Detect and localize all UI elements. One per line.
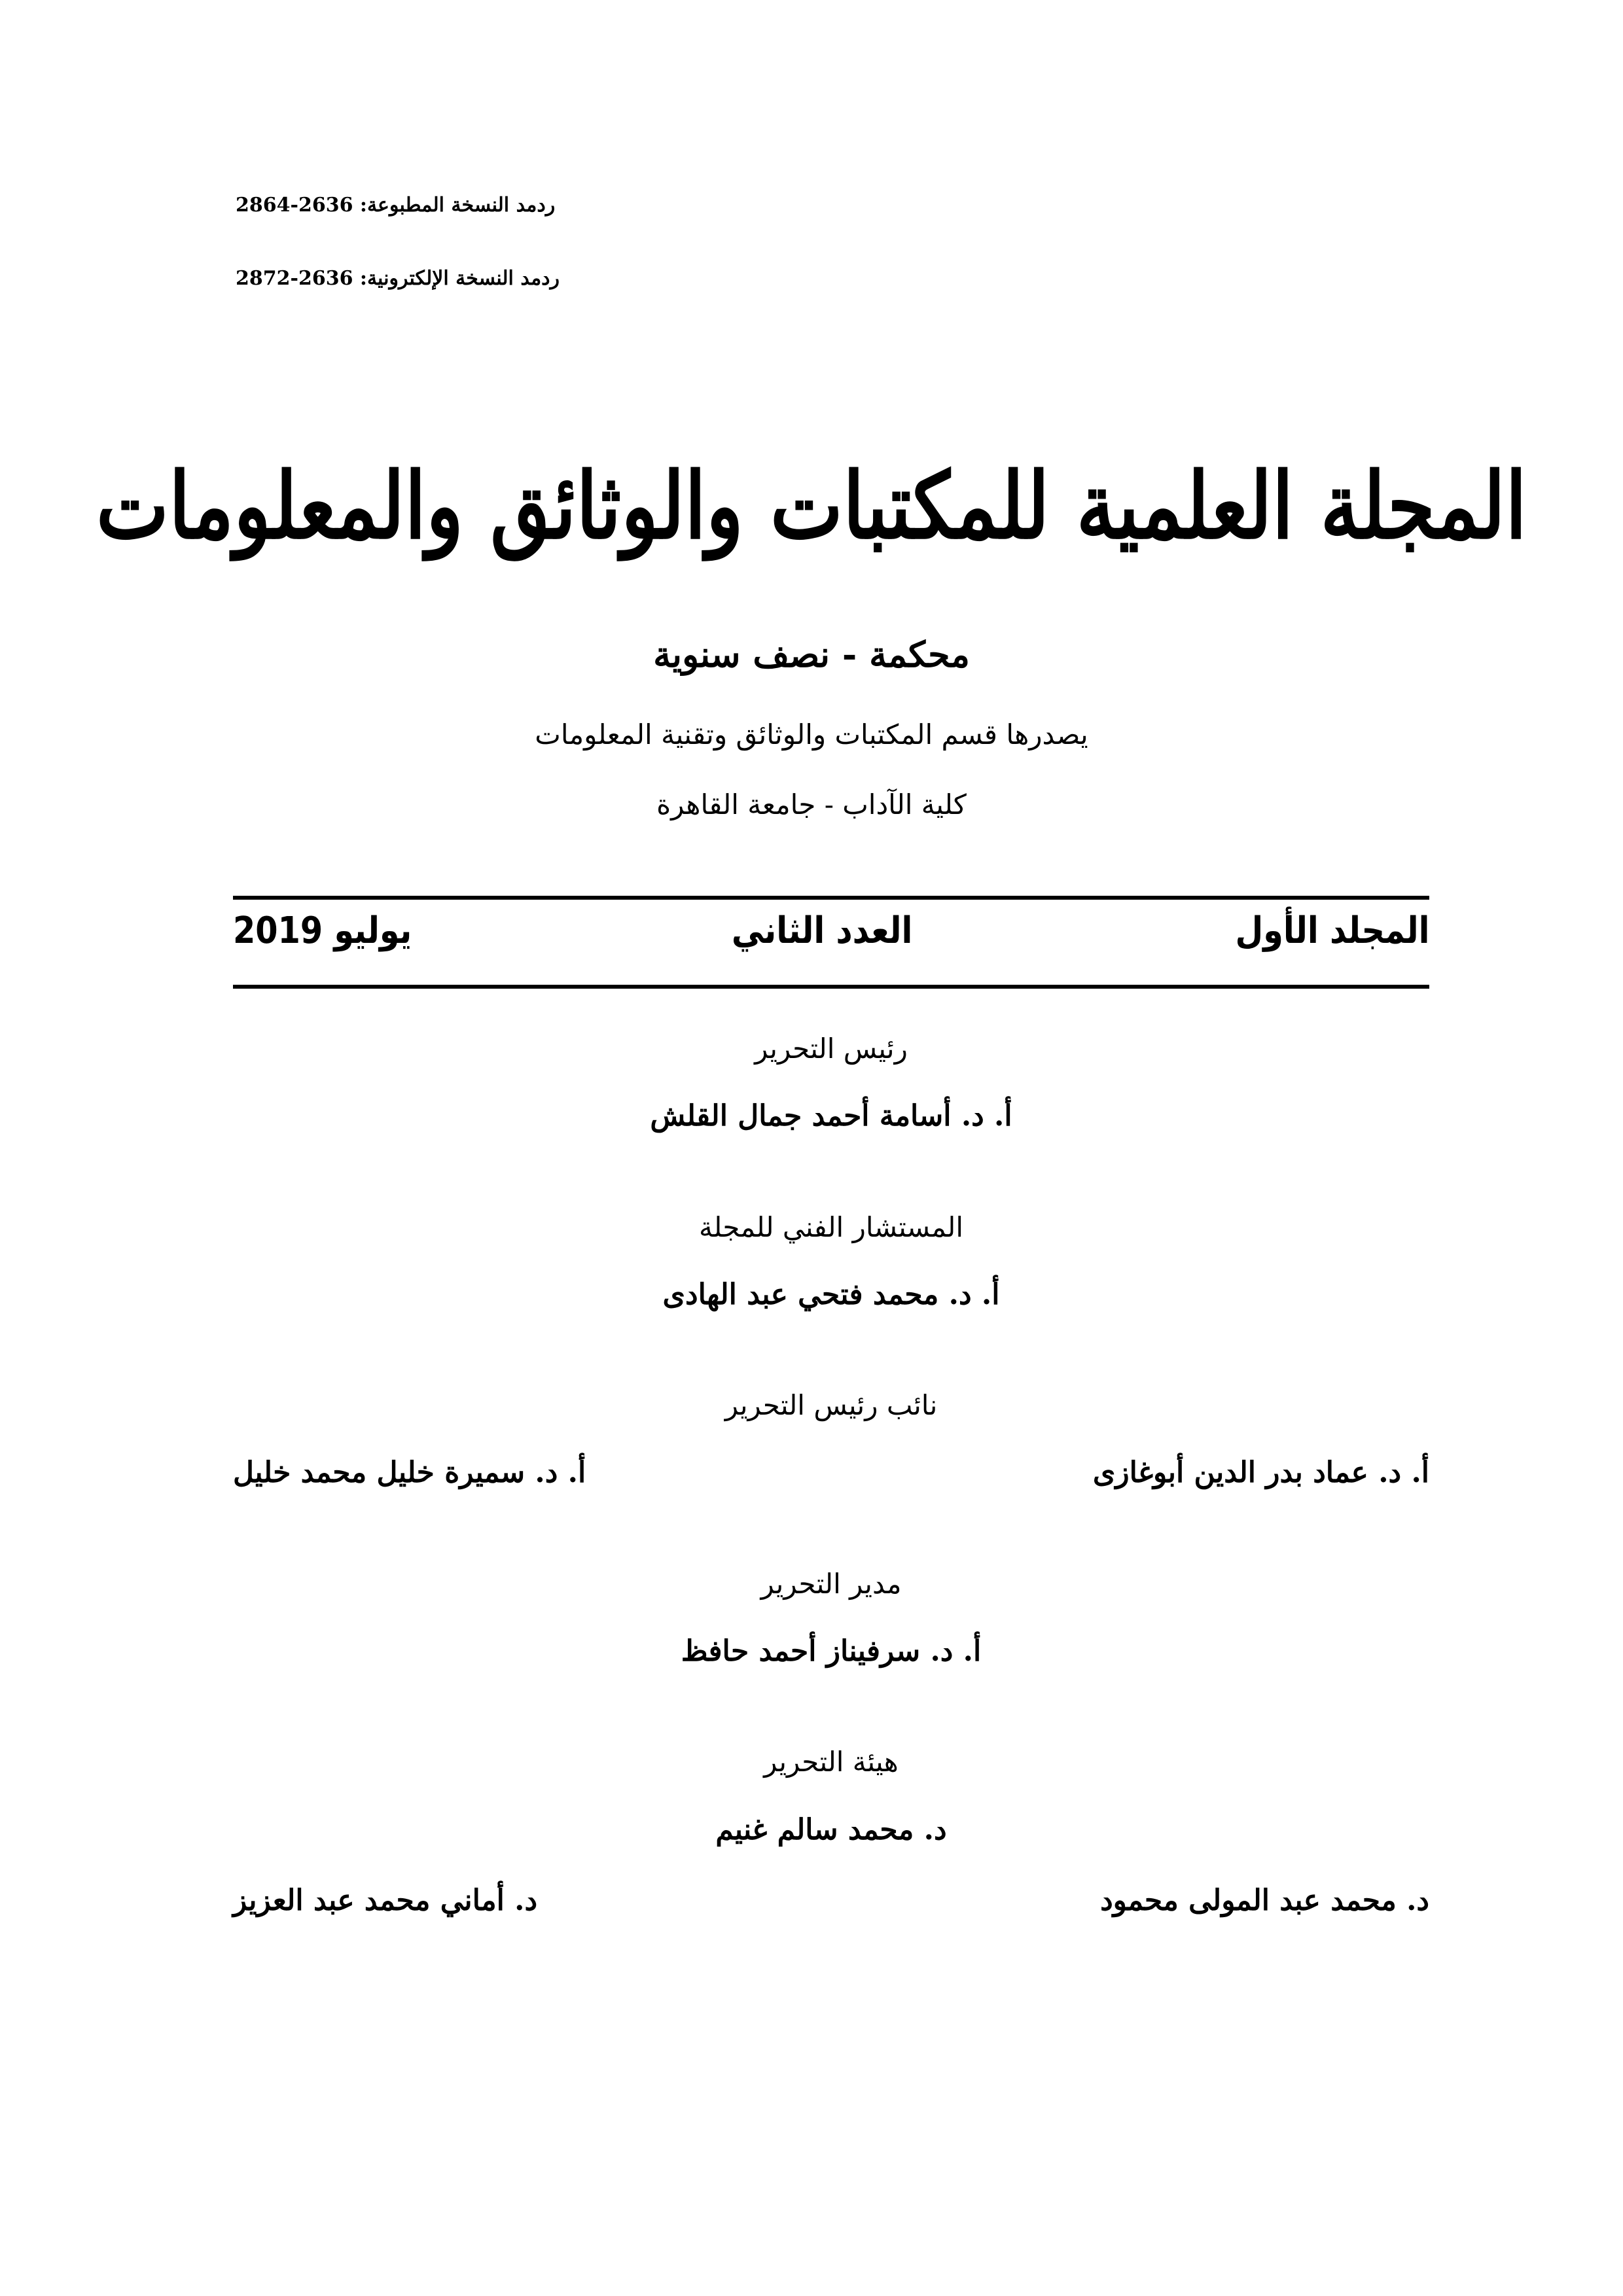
- issue-number-label: العدد الثاني: [732, 910, 913, 952]
- spacer: [233, 1599, 1429, 1636]
- technical-advisor-role: المستشار الفني للمجلة: [698, 1210, 964, 1243]
- managing-editor-name: أ. د. سرفيناز أحمد حافظ: [681, 1634, 982, 1668]
- editor-in-chief-name: أ. د. أسامة أحمد جمال القلش: [650, 1099, 1012, 1133]
- managing-editor-group: [233, 1569, 1429, 1668]
- spacer: [233, 1311, 1429, 1390]
- deputy-editor-name-left: أ. د. سميرة خليل محمد خليل: [233, 1456, 586, 1490]
- journal-faculty-university: كلية الآداب - جامعة القاهرة: [656, 788, 967, 821]
- spacer: [233, 1667, 1429, 1747]
- managing-editor-role: مدير التحرير: [760, 1567, 902, 1600]
- divider-rule-bottom: [233, 985, 1429, 989]
- spacer: [233, 1421, 1429, 1457]
- editor-in-chief-group: [233, 1034, 1429, 1133]
- spacer: [233, 1778, 1429, 1814]
- editorial-board: [233, 1034, 1429, 1916]
- issn-print-line: ردمد النسخة المطبوعة: 2636-2864: [236, 194, 556, 217]
- deputy-editor-group: [233, 1390, 1429, 1489]
- journal-title: المجلة العلمية للمكتبات والوثائق والمعلومات: [96, 451, 1527, 559]
- deputy-editor-role: نائب رئيس التحرير: [724, 1389, 938, 1422]
- board-members-names-row: [233, 1885, 1429, 1916]
- journal-issuer-department: يصدرها قسم المكتبات والوثائق وتقنية المعلومات: [535, 718, 1088, 751]
- spacer: [233, 1064, 1429, 1101]
- volume-label: المجلد الأول: [1235, 910, 1429, 952]
- deputy-editor-names-row: [233, 1457, 1429, 1489]
- editor-in-chief-role: رئيس التحرير: [755, 1033, 908, 1065]
- board-members-group: [233, 1747, 1429, 1916]
- technical-advisor-name: أ. د. محمد فتحي عبد الهادى: [662, 1277, 1000, 1311]
- issn-block: [236, 194, 1427, 291]
- spacer: [233, 1489, 1429, 1569]
- issue-date-label: يوليو 2019: [233, 910, 412, 952]
- spacer: [233, 1846, 1429, 1885]
- spacer: [233, 1243, 1429, 1279]
- board-member-name-right: د. محمد عبد المولى محمود: [1100, 1883, 1429, 1917]
- issue-band: [233, 910, 1429, 981]
- journal-review-frequency: محكمة - نصف سنوية: [653, 633, 970, 675]
- technical-advisor-group: [233, 1212, 1429, 1311]
- board-member-name-center: د. محمد سالم غنيم: [715, 1812, 947, 1846]
- board-members-role: هيئة التحرير: [764, 1746, 899, 1778]
- divider-rule-top: [233, 896, 1429, 900]
- spacer: [233, 1133, 1429, 1212]
- issn-online-line: ردمد النسخة الإلكترونية: 2636-2872: [236, 267, 560, 290]
- deputy-editor-name-right: أ. د. عماد بدر الدين أبوغازى: [1092, 1456, 1429, 1490]
- board-member-name-left: د. أماني محمد عبد العزيز: [233, 1883, 538, 1917]
